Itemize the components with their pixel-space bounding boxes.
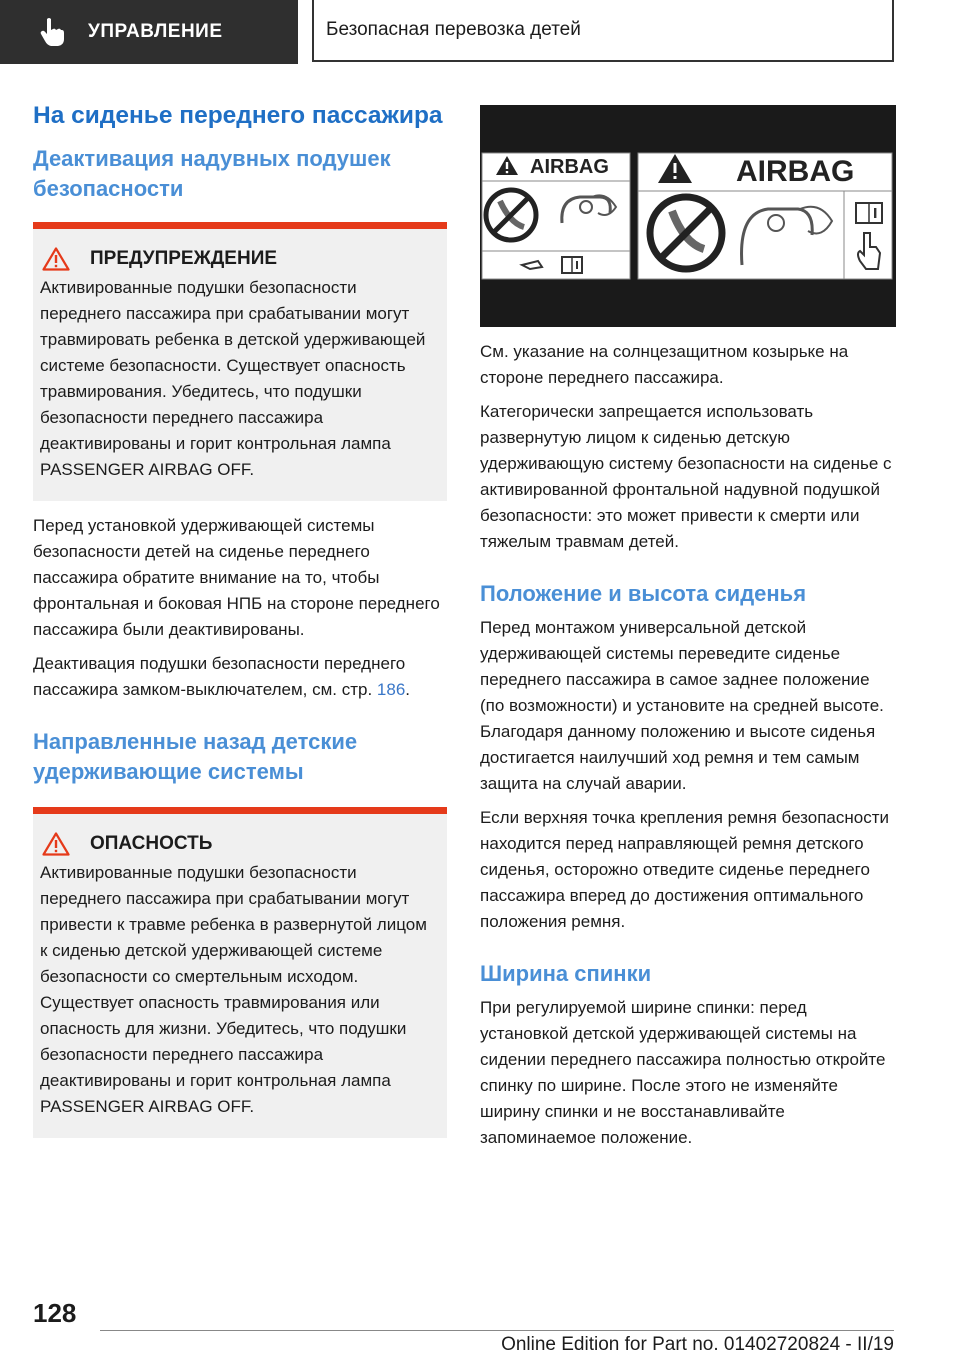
danger-triangle-icon bbox=[42, 832, 70, 856]
paragraph-install: Перед установкой удерживающей системы безопасности детей на сиденье переднего пассажира обратите внимание на то, чтобы фронтальная и боковая НПБ на стороне переднего пассажира были деактивированы. bbox=[33, 516, 440, 639]
danger-label: ОПАСНОСТЬ bbox=[90, 833, 213, 854]
airbag-label-large: AIRBAG bbox=[736, 155, 855, 188]
danger-text: Активированные подушки безопасности переднего пассажира при срабатывании могут привести к травме ребенка в развернутой лицом к сиденью детской удерживающей системе безопасности со смертельным исходом. Существует опасность травмирования или опасность для жизни. Убедитесь, что подушки безопасности переднего пассажира деактивированы и горит контрольная лампа PASSENGER AIRBAG OFF. bbox=[40, 863, 427, 1116]
hand-pointer-icon bbox=[38, 17, 66, 47]
paragraph-prohibition: Категорически запрещается использовать развернутую лицом к сиденью детскую удерживающую систему безопасности на сиденье с активированной фронтальной надувной подушкой безопасности: это может привести к смерти или тяжелым травмам детей. bbox=[480, 402, 892, 551]
subsection-heading-rear-facing: Направленные назад детские удерживающие системы bbox=[33, 729, 358, 784]
paragraph-sun-visor: См. указание на солнцезащитном козырьке на стороне переднего пассажира. bbox=[480, 342, 849, 387]
warning-label: ПРЕДУПРЕЖДЕНИЕ bbox=[90, 248, 278, 269]
section-tab[interactable] bbox=[0, 0, 298, 64]
chapter-title-box bbox=[312, 0, 894, 62]
paragraph-deactivation: Деактивация подушки безопасности переднего пассажира замком-выключателем, см. стр. 186. bbox=[33, 654, 411, 699]
airbag-label-small: AIRBAG bbox=[530, 156, 609, 178]
right-column bbox=[480, 100, 896, 1151]
subsection-heading: Деактивация надувных подушек безопасности bbox=[33, 146, 391, 201]
page-reference-link[interactable]: 186 bbox=[376, 680, 406, 699]
paragraph-backrest-width: При регулируемой ширине спинки: перед установкой детской удерживающей системы на сидении переднего пассажира полностью откройте спинку по ширине. После этого не изменяйте ширину спинки и не восстанавливайте запоминаемое положение. bbox=[480, 998, 886, 1147]
subsection-heading-seat-position: Положение и высота сиденья bbox=[480, 581, 807, 606]
airbag-label-image bbox=[480, 105, 896, 327]
paragraph-belt-anchor: Если верхняя точка крепления ремня безопасности находится перед направляющей ремня детского сиденья, осторожно отведите сиденье переднего пассажира вперед до достижения оптимального положения ремня. bbox=[480, 808, 890, 931]
airbag-warning-labels-illustration bbox=[480, 105, 896, 327]
danger-box bbox=[33, 807, 447, 1138]
paragraph-seat-position: Перед монтажом универсальной детской удерживающей системы переведите сиденье переднего пассажира в самое заднее положение (по возможности) и установите на средней высоте. Благодаря данному положению и высоте сиденья достигается наилучший ход ремня и тем самым защита на случай аварии. bbox=[480, 618, 884, 793]
section-heading: На сиденье переднего пассажира bbox=[33, 102, 443, 129]
subsection-heading-backrest-width: Ширина спинки bbox=[480, 961, 652, 986]
edition-text: Online Edition for Part no. 01402720824 - II/19 bbox=[501, 1334, 894, 1355]
left-column bbox=[33, 100, 447, 1138]
page-number: 128 bbox=[33, 1298, 77, 1328]
footer-divider bbox=[100, 1330, 894, 1331]
warning-text: Активированные подушки безопасности переднего пассажира при срабатывании могут травмировать ребенка в детской удерживающей системе безопасности. Существует опасность травмирования. Убедитесь, что подушки безопасности переднего пассажира деактивированы и горит контрольная лампа PASSENGER AIRBAG OFF. bbox=[40, 278, 426, 479]
warning-triangle-icon bbox=[42, 247, 70, 271]
section-label: УПРАВЛЕНИЕ bbox=[88, 21, 223, 42]
warning-box bbox=[33, 222, 447, 501]
chapter-title: Безопасная перевозка детей bbox=[326, 19, 581, 40]
